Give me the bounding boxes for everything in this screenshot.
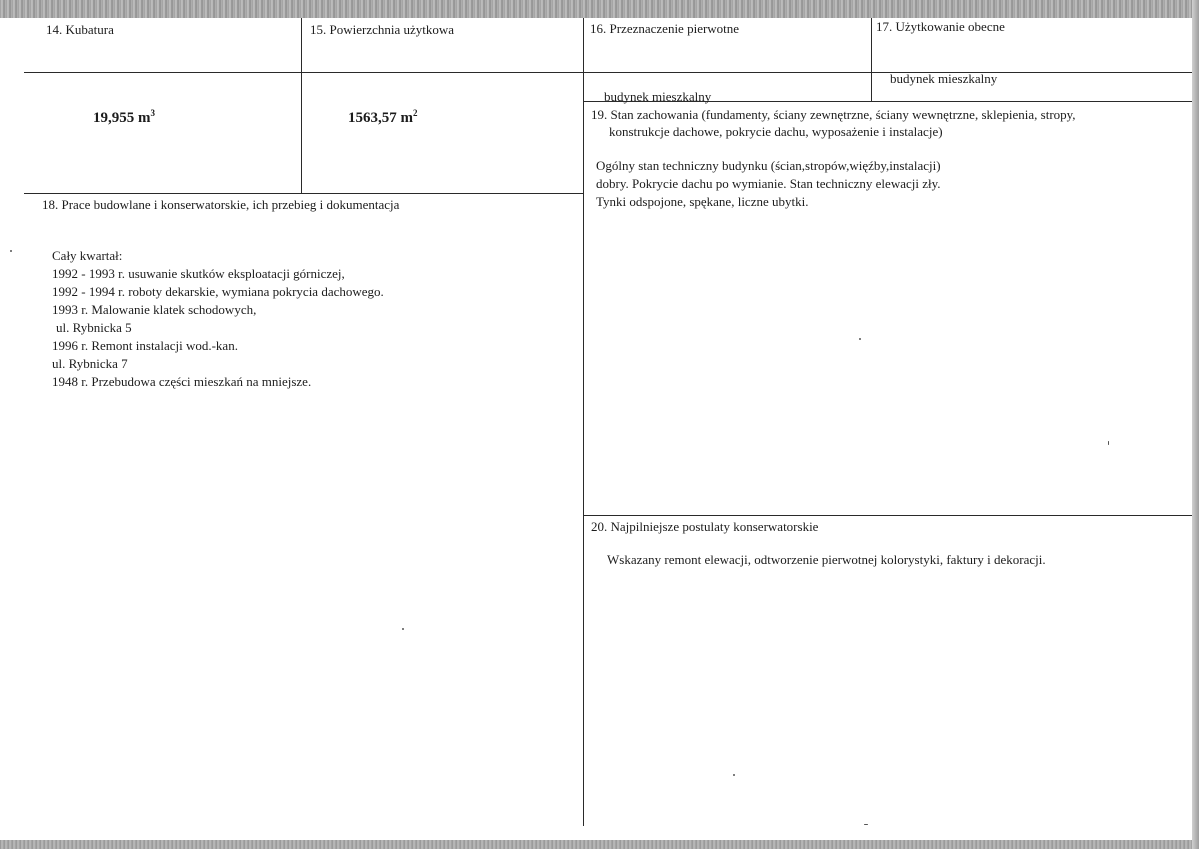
field-14-unit-exponent: 3 [150,108,155,118]
field-18-line: 1992 - 1993 r. usuwanie skutków eksploatacji górniczej, [52,266,345,281]
field-15-label: 15. Powierzchnia użytkowa [310,22,455,37]
scan-speck [733,774,735,776]
field-15-value [348,108,418,127]
field-17-label: 17. Użytkowanie obecne [876,19,1005,34]
row-divider-14-15-bottom [24,193,584,194]
scan-speck [859,338,861,340]
field-19-label-line2: konstrukcje dachowe, pokrycie dachu, wyposażenie i instalacje) [609,124,943,139]
col-divider-14-15 [301,18,302,194]
field-19-line: dobry. Pokrycie dachu po wymianie. Stan techniczny elewacji zły. [596,176,941,191]
field-14-value-text: 19,955 m [93,110,151,126]
field-20-label: 20. Najpilniejsze postulaty konserwatorskie [591,519,819,534]
field-18-label: 18. Prace budowlane i konserwatorskie, ich przebieg i dokumentacja [42,197,400,212]
field-14-value [93,108,155,127]
row-divider-top [24,72,1192,73]
field-20-value: Wskazany remont elewacji, odtworzenie pierwotnej kolorystyki, faktury i dekoracji. [607,552,1046,567]
field-15-value-text: 1563,57 m [348,110,413,126]
field-19-line: Tynki odspojone, spękane, liczne ubytki. [596,194,809,209]
field-18-line: 1992 - 1994 r. roboty dekarskie, wymiana pokrycia dachowego. [52,284,384,299]
field-14-label: 14. Kubatura [46,22,114,37]
field-18-line: ul. Rybnicka 5 [56,320,132,335]
scan-speck [402,628,404,630]
field-19-line: Ogólny stan techniczny budynku (ścian,stropów,więźby,instalacji) [596,158,941,173]
field-17-value: budynek mieszkalny [890,71,998,86]
scan-speck [864,824,868,825]
field-18-line: 1948 r. Przebudowa części mieszkań na mniejsze. [52,374,312,389]
field-15-unit-exponent: 2 [413,108,418,118]
field-16-label: 16. Przeznaczenie pierwotne [590,21,740,36]
field-18-line: Cały kwartał: [52,248,123,263]
field-16-value: budynek mieszkalny [604,89,712,104]
field-19-content [596,157,941,211]
field-18-line: ul. Rybnicka 7 [52,356,128,371]
scan-edge-top [0,0,1199,18]
field-18-content [52,247,384,391]
scan-edge-right [1192,0,1199,849]
scan-speck [10,250,12,252]
col-divider-16-17 [871,18,872,102]
field-18-line: 1996 r. Remont instalacji wod.-kan. [52,338,238,353]
field-18-line: 1993 r. Malowanie klatek schodowych, [52,302,257,317]
scan-edge-bottom [0,840,1199,849]
scan-speck [1108,441,1109,445]
field-19-label-line1: 19. Stan zachowania (fundamenty, ściany zewnętrzne, ściany wewnętrzne, sklepienia, stropy, [591,107,1076,122]
col-divider-main [583,18,584,826]
row-divider-19-20 [583,515,1192,516]
